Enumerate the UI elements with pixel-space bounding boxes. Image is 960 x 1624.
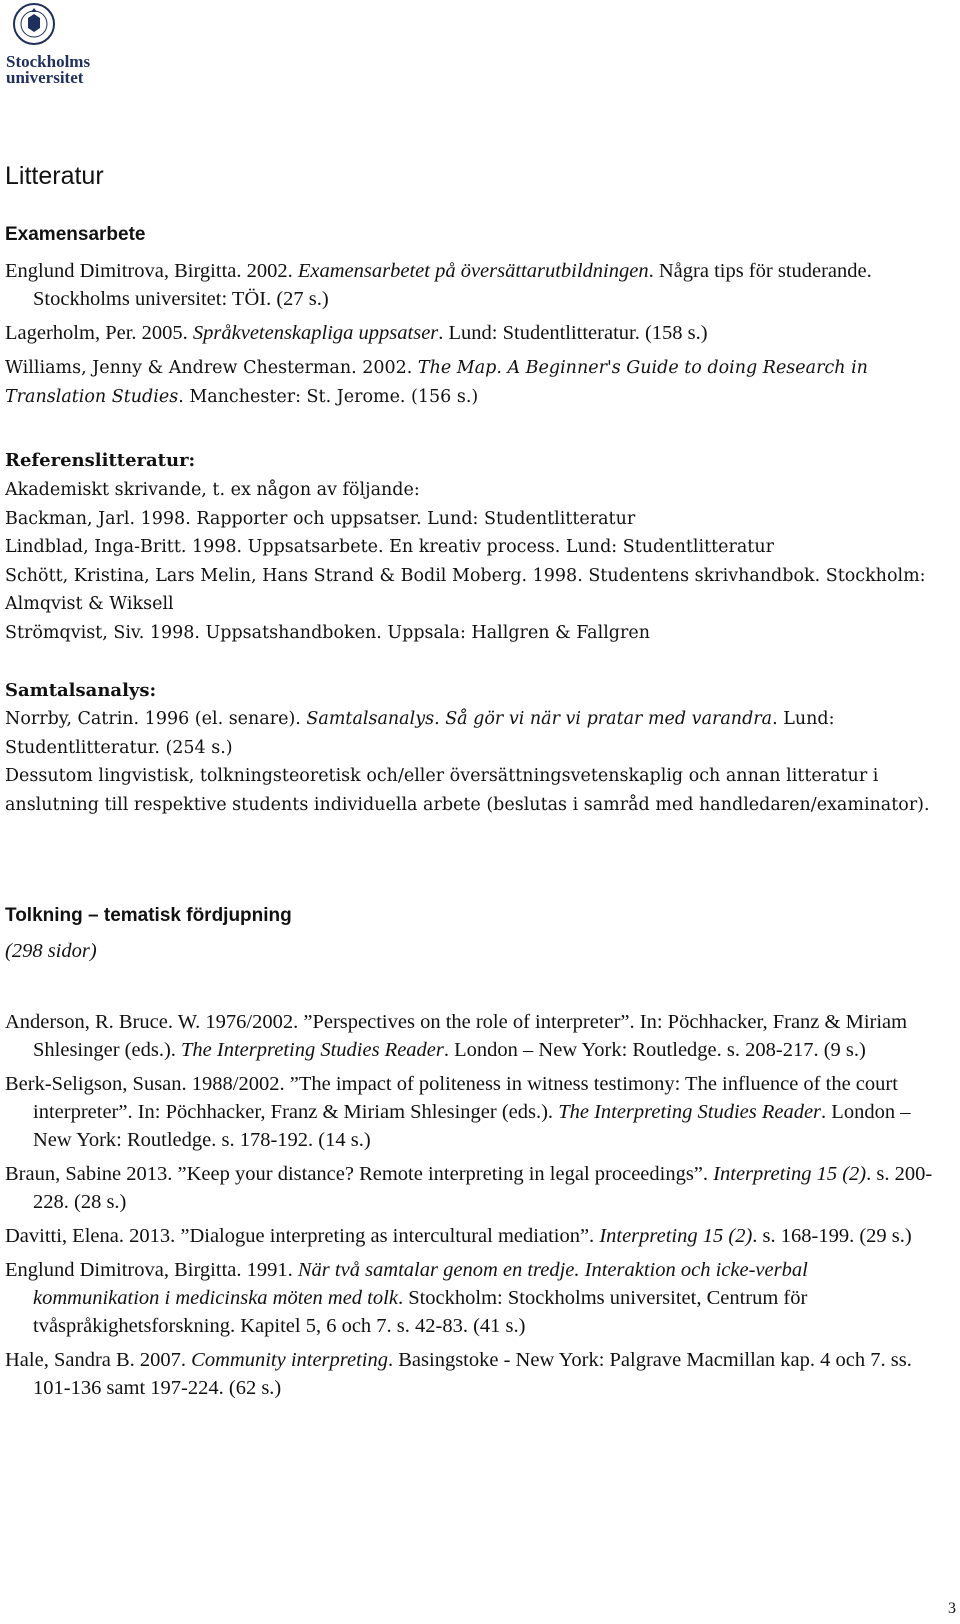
ref-text: . London – New York: Routledge. s. 208-217. (9 s.) [443, 1039, 866, 1061]
ref-text: . Basingstoke - New York: Palgrave Macmillan kap. 4 och 7. ss. 101-136 samt 197-224. (62 s.) [33, 1349, 912, 1399]
ref-title: Samtalsanalys. Så gör vi när vi pratar med varandra [306, 709, 773, 729]
ref-text: Berk-Seligson, Susan. 1988/2002. ”The impact of politeness in witness testimony: The influence of the court interpreter”. In: Pöchhacker, Franz & Miriam Shlesinger (eds.). [5, 1073, 898, 1123]
ref-text: . Stockholm: Stockholms universitet, Centrum för tvåspråkighetsforskning. Kapitel 5, 6 och 7. s. 42-83. (41 s.) [33, 1287, 808, 1337]
ref-text: . Lund: Studentlitteratur. (158 s.) [438, 322, 708, 344]
section-title-referenslitteratur: Referenslitteratur: [5, 450, 196, 471]
reference-entry [5, 1008, 935, 1064]
logo-line-1: Stockholms [6, 52, 91, 71]
ref-title: Språkvetenskapliga uppsatser [192, 322, 439, 344]
reference-entry [5, 1346, 935, 1402]
logo-wordmark [6, 54, 90, 86]
reference-entry [5, 257, 935, 313]
examensarbete-williams [5, 354, 935, 411]
reference-entry [5, 1256, 935, 1340]
reference-line: Akademiskt skrivande, t. ex någon av följande: [5, 480, 420, 500]
ref-text: Lagerholm, Per. 2005. [5, 322, 193, 344]
ref-text: . Manchester: St. Jerome. (156 s.) [178, 386, 479, 407]
tolkning-page-count: (298 sidor) [5, 940, 97, 962]
ref-text: . London – New York: Routledge. s. 178-192. (14 s.) [33, 1101, 911, 1151]
section-title-samtalsanalys: Samtalsanalys: [5, 680, 157, 701]
ref-text: Williams, Jenny & Andrew Chesterman. 2002. [5, 358, 418, 378]
examensarbete-list [5, 257, 935, 347]
university-logo [4, 2, 114, 88]
referens-list [5, 476, 935, 647]
ref-title: Interpreting 15 (2) [599, 1225, 753, 1247]
ref-title: Examensarbetet på översättarutbildningen [297, 260, 649, 282]
samtalsanalys-list [5, 705, 935, 819]
ref-text: . s. 200-228. (28 s.) [33, 1163, 933, 1213]
ref-title: Community interpreting [191, 1349, 388, 1371]
reference-entry [5, 1160, 935, 1216]
ref-text: . Några tips för studerande. Stockholms universitet: TÖI. (27 s.) [33, 260, 872, 310]
reference-entry [5, 354, 935, 411]
reference-entry [5, 1222, 935, 1250]
ref-text: . s. 168-199. (29 s.) [752, 1225, 912, 1247]
reference-entry [5, 319, 935, 347]
university-seal-icon [12, 2, 56, 50]
ref-title: The Interpreting Studies Reader [181, 1039, 444, 1061]
ref-text: Davitti, Elena. 2013. ”Dialogue interpreting as intercultural mediation”. [5, 1225, 600, 1247]
ref-text: Englund Dimitrova, Birgitta. 1991. [5, 1259, 298, 1281]
reference-line: Schött, Kristina, Lars Melin, Hans Strand & Bodil Moberg. 1998. Studentens skrivhandbok. Stockholm: Almqvist & Wiksell [5, 565, 926, 614]
section-title-tolkning: Tolkning – tematisk fördjupning [5, 905, 292, 926]
ref-title: The Map. A Beginner's Guide to doing Research in Translation Studies [5, 358, 868, 407]
reference-line: Strömqvist, Siv. 1998. Uppsatshandboken. Uppsala: Hallgren & Fallgren [5, 622, 650, 643]
reference-entry [5, 1070, 935, 1154]
ref-text: Anderson, R. Bruce. W. 1976/2002. ”Perspectives on the role of interpreter”. In: Pöchhacker, Franz & Miriam Shlesinger (eds.). [5, 1011, 908, 1061]
ref-text: Braun, Sabine 2013. ”Keep your distance? Remote interpreting in legal proceedings”. [5, 1163, 714, 1185]
samtalsanalys-note: Dessutom lingvistisk, tolkningsteoretisk och/eller översättningsvetenskaplig och annan litteratur i anslutning till respektive students individuella arbete (beslutas i samråd med handledaren/examinator). [5, 766, 930, 815]
tolkning-list [5, 1008, 935, 1402]
ref-text: Hale, Sandra B. 2007. [5, 1349, 192, 1371]
ref-title: Interpreting 15 (2) [713, 1163, 867, 1185]
section-title-examensarbete: Examensarbete [5, 224, 146, 245]
reference-line: Backman, Jarl. 1998. Rapporter och uppsatser. Lund: Studentlitteratur [5, 508, 636, 529]
ref-title: The Interpreting Studies Reader [558, 1101, 822, 1123]
ref-text: . Lund: Studentlitteratur. (254 s.) [5, 709, 835, 758]
page-title: Litteratur [5, 162, 104, 190]
page-number: 3 [948, 1600, 956, 1617]
ref-text: Norrby, Catrin. 1996 (el. senare). [5, 709, 307, 729]
logo-line-2: universitet [6, 68, 84, 87]
reference-entry [5, 705, 935, 762]
ref-title: När två samtalar genom en tredje. Interaktion och icke-verbal kommunikation i medicinska möten med tolk [33, 1259, 808, 1309]
ref-text: Englund Dimitrova, Birgitta. 2002. [5, 260, 298, 282]
reference-line: Lindblad, Inga-Britt. 1998. Uppsatsarbete. En kreativ process. Lund: Studentlitteratur [5, 537, 774, 557]
